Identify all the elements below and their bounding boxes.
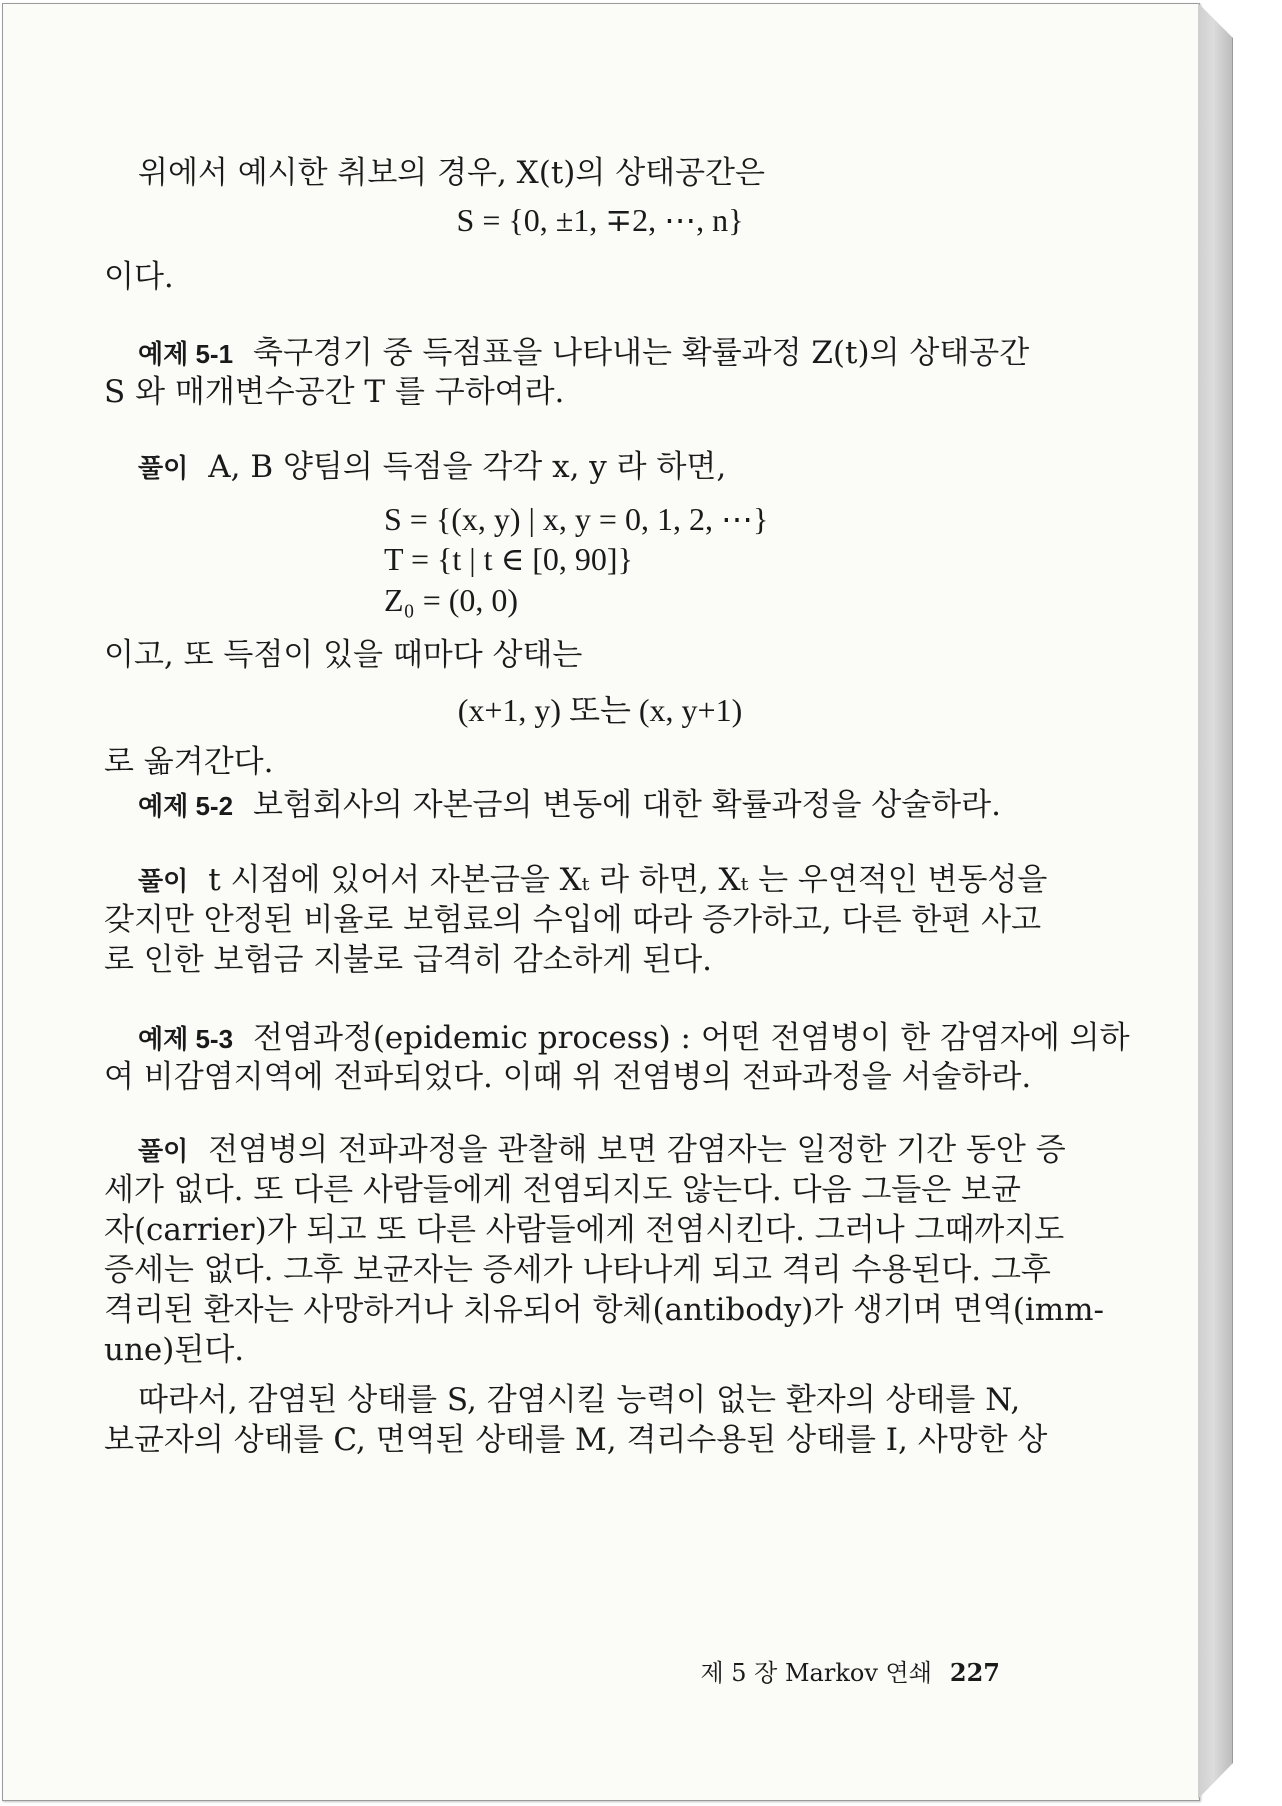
- example-5-1-line2: S 와 매개변수공간 T 를 구하여라.: [104, 374, 565, 410]
- example-5-2: [138, 785, 1068, 826]
- solution-label: 풀이: [138, 866, 189, 896]
- solution-5-3-line6: une)된다.: [104, 1332, 245, 1368]
- example-text: 보험회사의 자본금의 변동에 대한 확률과정을 상술하라.: [253, 787, 1001, 823]
- equation-state-space: S = {0, ±1, ∓2, ⋯, n}: [456, 202, 744, 238]
- page-footer: [680, 1656, 1000, 1690]
- page-number: 227: [949, 1658, 1000, 1687]
- equation-t: T = {t | t ∈ [0, 90]}: [384, 541, 633, 577]
- equation-s: S = {(x, y) | x, y = 0, 1, 2, ⋯}: [384, 501, 769, 537]
- solution-5-1-line2: 이고, 또 득점이 있을 때마다 상태는: [104, 637, 583, 673]
- chapter-title: 제 5 장 Markov 연쇄: [700, 1659, 932, 1687]
- example-5-3-line2: 여 비감염지역에 전파되었다. 이때 위 전염병의 전파과정을 서술하라.: [104, 1059, 1032, 1095]
- solution-5-3-line4: 증세는 없다. 그후 보균자는 증세가 나타나게 되고 격리 수용된다. 그후: [104, 1252, 1051, 1288]
- solution-5-3-line2: 세가 없다. 또 다른 사람들에게 전염되지도 않는다. 다음 그들은 보균: [104, 1172, 1021, 1208]
- solution-5-1: [138, 447, 1068, 488]
- example-text: 축구경기 중 득점표을 나타내는 확률과정 Z(t)의 상태공간: [253, 335, 1030, 371]
- example-label: 예제 5-3: [138, 1024, 234, 1054]
- example-label: 예제 5-1: [138, 339, 234, 369]
- solution-text: A, B 양팀의 득점을 각각 x, y 라 하면,: [208, 449, 727, 485]
- solution-5-3-line3: 자(carrier)가 되고 또 다른 사람들에게 전염시킨다. 그러나 그때까지도: [104, 1212, 1065, 1248]
- paragraph-state-space: 위에서 예시한 취보의 경우, X(t)의 상태공간은: [138, 155, 765, 191]
- example-5-1: [138, 333, 1068, 374]
- solution-5-3-line8: 보균자의 상태를 C, 면역된 상태를 M, 격리수용된 상태를 I, 사망한 상: [104, 1422, 1048, 1458]
- solution-5-2-line3: 로 인한 보험금 지불로 급격히 감소하게 된다.: [104, 942, 713, 978]
- page-edge: [1198, 3, 1233, 1799]
- solution-label: 풀이: [138, 453, 189, 483]
- equation-z0: Z₀ = (0, 0): [384, 582, 519, 618]
- solution-5-2: [138, 860, 1068, 901]
- solution-5-3-line5: 격리된 환자는 사망하거나 치유되어 항체(antibody)가 생기며 면역(imm-: [104, 1292, 1105, 1328]
- example-text: 전염과정(epidemic process) : 어떤 전염병이 한 감염자에 의하: [253, 1020, 1130, 1056]
- example-5-3: [138, 1018, 1130, 1059]
- solution-5-1-line3: 로 옮겨간다.: [104, 744, 274, 780]
- solution-5-3-line7: 따라서, 감염된 상태를 S, 감염시킬 능력이 없는 환자의 상태를 N,: [138, 1382, 1021, 1418]
- equation-transition: (x+1, y) 또는 (x, y+1): [457, 692, 743, 728]
- solution-5-2-line2: 갖지만 안정된 비율로 보험료의 수입에 따라 증가하고, 다른 한편 사고: [104, 902, 1042, 938]
- solution-text: t 시점에 있어서 자본금을 Xₜ 라 하면, Xₜ 는 우연적인 변동성을: [208, 862, 1048, 898]
- solution-text: 전염병의 전파과정을 관찰해 보면 감염자는 일정한 기간 동안 증: [208, 1132, 1066, 1168]
- paragraph-end: 이다.: [104, 259, 174, 295]
- solution-5-3: [138, 1130, 1068, 1171]
- example-label: 예제 5-2: [138, 791, 234, 821]
- solution-label: 풀이: [138, 1136, 189, 1166]
